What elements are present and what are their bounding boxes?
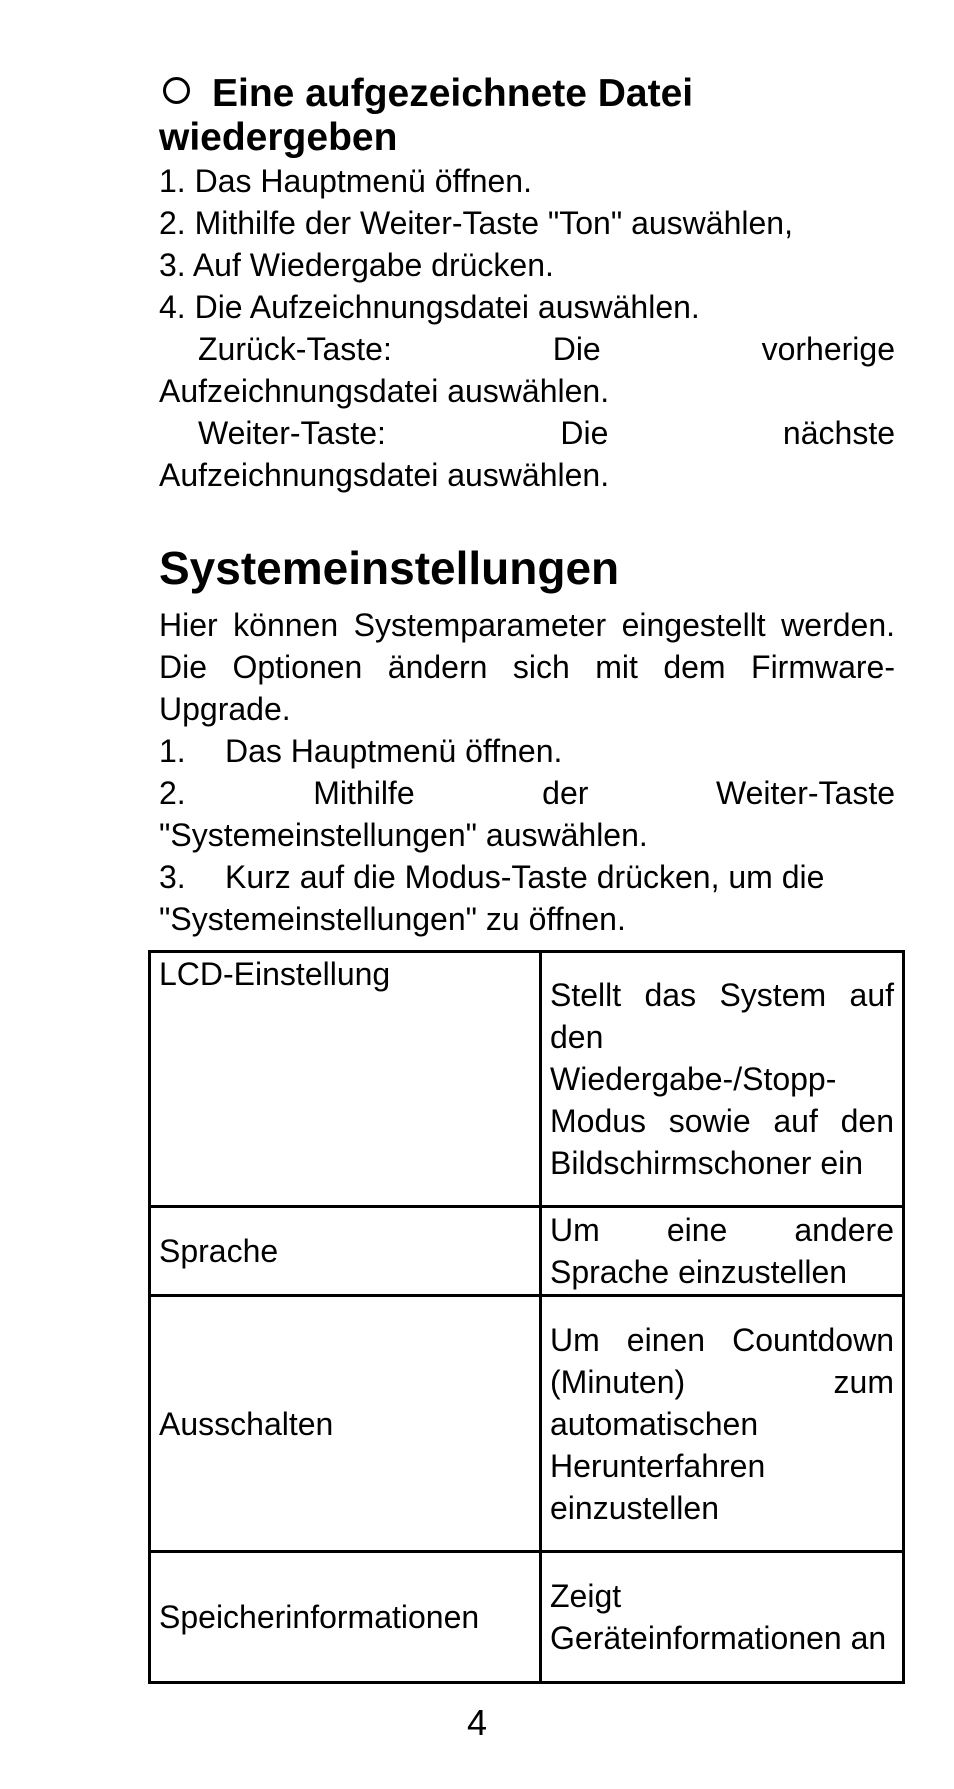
- settings-table: [148, 950, 905, 1684]
- record-playback-heading: [159, 72, 895, 160]
- system-step-3-text: Kurz auf die Modus-Taste drücken, um die: [225, 859, 825, 895]
- system-settings-intro: Hier können Systemparameter eingestellt werden. Die Optionen ändern sich mit dem Firmware-Upgrade.: [159, 607, 895, 727]
- system-step-2: 2. Mithilfe der Weiter-Taste: [159, 775, 895, 811]
- setting-description: Zeigt Geräteinformationen an: [541, 1552, 904, 1683]
- setting-description: Um einen Countdown (Minuten) zum automatischen Herunterfahren einzustellen: [541, 1296, 904, 1552]
- table-row: [150, 1552, 904, 1683]
- circle-bullet-icon: [163, 77, 190, 104]
- system-step-2-continuation: "Systemeinstellungen" auswählen.: [159, 817, 648, 853]
- next-key-continuation: Aufzeichnungsdatei auswählen.: [159, 457, 610, 493]
- record-step-2: 2. Mithilfe der Weiter-Taste "Ton" auswählen,: [159, 205, 793, 241]
- system-step-3: [159, 856, 895, 898]
- setting-name: Speicherinformationen: [150, 1552, 541, 1683]
- system-step-3-continuation: "Systemeinstellungen" zu öffnen.: [159, 901, 626, 937]
- system-step-1-number: 1.: [159, 733, 186, 769]
- setting-name: LCD-Einstellung: [150, 952, 541, 1207]
- next-key-line: Weiter-Taste: Die nächste: [198, 415, 895, 451]
- back-key-continuation: Aufzeichnungsdatei auswählen.: [159, 373, 610, 409]
- record-playback-title: Eine aufgezeichnete Datei wiedergeben: [159, 72, 694, 159]
- system-step-3-number: 3.: [159, 859, 186, 895]
- section-spacer: [159, 496, 895, 538]
- system-step-1-text: Das Hauptmenü öffnen.: [225, 733, 563, 769]
- table-row: [150, 952, 904, 1207]
- table-row: [150, 1296, 904, 1552]
- record-step-3: 3. Auf Wiedergabe drücken.: [159, 247, 554, 283]
- setting-description: Um eine andere Sprache einzustellen: [541, 1207, 904, 1296]
- record-step-1: 1. Das Hauptmenü öffnen.: [159, 163, 532, 199]
- page-number: 4: [466, 1702, 488, 1743]
- setting-name: Sprache: [150, 1207, 541, 1296]
- page-content: [159, 72, 895, 940]
- system-step-1: [159, 730, 895, 772]
- setting-name: Ausschalten: [150, 1296, 541, 1552]
- system-settings-heading: Systemeinstellungen: [159, 542, 620, 594]
- record-step-4: 4. Die Aufzeichnungsdatei auswählen.: [159, 289, 700, 325]
- setting-description: Stellt das System auf den Wiedergabe-/Stopp-Modus sowie auf den Bildschirmschoner ein: [541, 952, 904, 1207]
- back-key-line: Zurück-Taste: Die vorherige: [198, 331, 895, 367]
- table-row: [150, 1207, 904, 1296]
